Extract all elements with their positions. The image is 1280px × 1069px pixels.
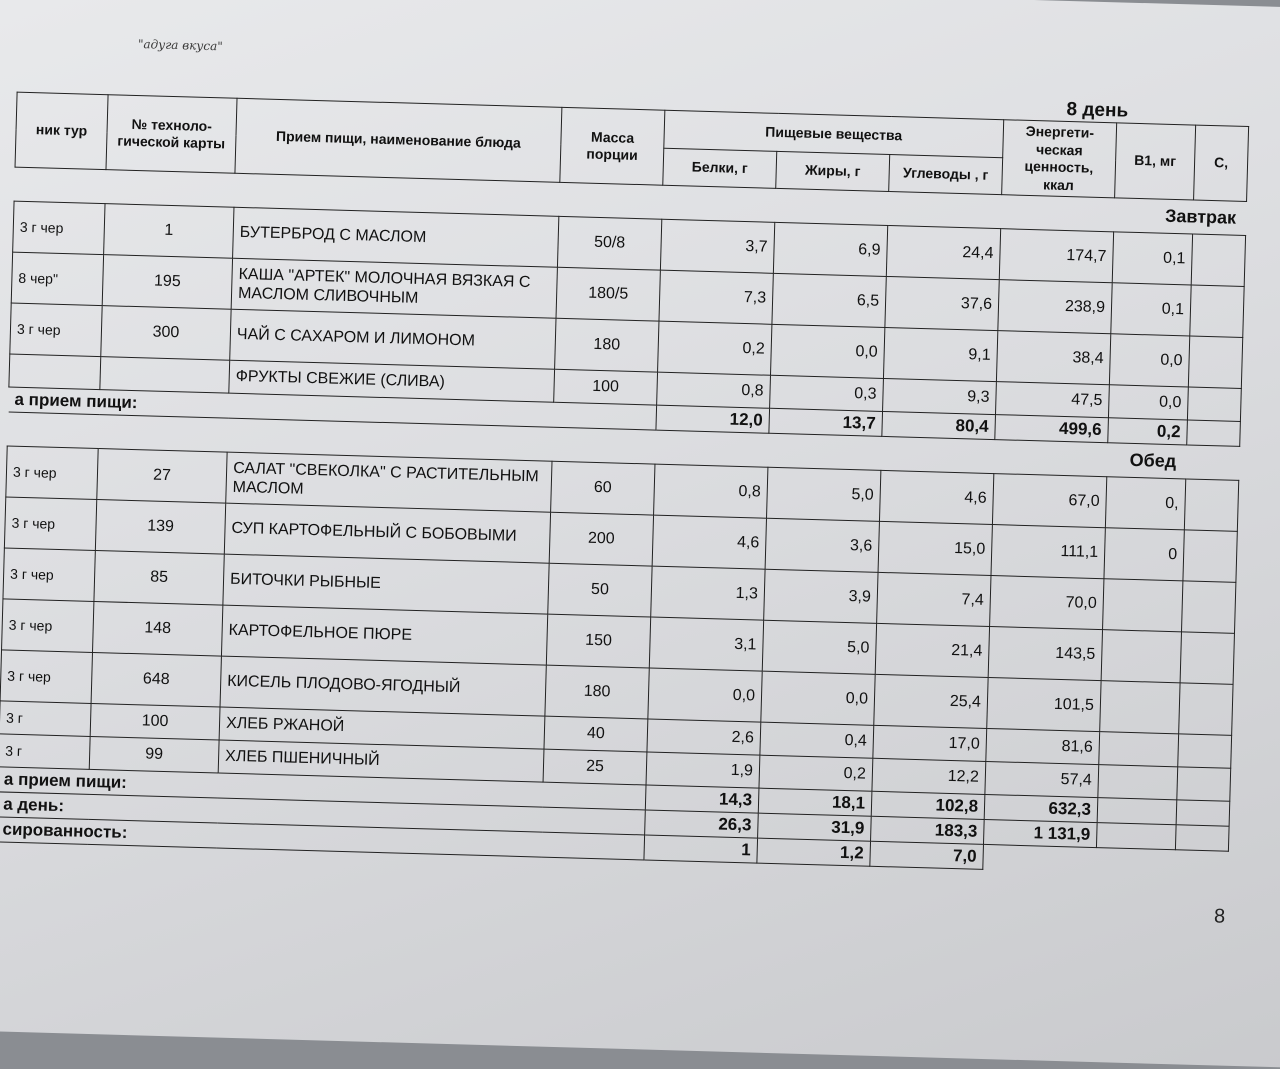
fat-total: 31,9 <box>758 813 872 841</box>
energy-total: 499,6 <box>995 415 1109 443</box>
protein-total: 14,3 <box>645 785 759 813</box>
protein-cell: 2,6 <box>647 719 761 755</box>
carbs-total: 102,8 <box>871 791 985 819</box>
carbs-cell: 9,3 <box>883 378 997 414</box>
recipe-cell: 3 г чер <box>3 548 95 602</box>
col-fat: Жиры, г <box>776 151 890 192</box>
carbs-total: 80,4 <box>882 411 996 439</box>
fat-cell: 0,4 <box>760 722 874 758</box>
protein-cell: 1,9 <box>646 752 760 788</box>
dish-cell: ХЛЕБ ПШЕНИЧНЫЙ <box>218 740 544 782</box>
col-energy: Энергети-ческая ценность, ккал <box>1002 120 1117 198</box>
fat-cell: 3,6 <box>765 518 879 572</box>
protein-ratio: 1 <box>644 835 758 863</box>
carbs-cell: 17,0 <box>873 725 987 761</box>
col-nutrients: Пищевые вещества <box>664 110 1004 157</box>
dish-cell: САЛАТ "СВЕКОЛКА" С РАСТИТЕЛЬНЫМ МАСЛОМ <box>226 452 552 512</box>
col-b1: В1, мг <box>1115 123 1196 200</box>
page-number: 8 <box>1213 905 1226 928</box>
fat-cell: 0,3 <box>770 375 884 411</box>
mass-cell: 60 <box>551 461 655 515</box>
recipe-cell: 3 г чер <box>0 650 92 704</box>
c-cell <box>1191 234 1245 286</box>
balance-label: сированность: <box>0 817 645 860</box>
b1-cell: 0,1 <box>1111 283 1191 336</box>
b1-cell <box>1099 732 1179 767</box>
c-cell <box>1178 734 1232 768</box>
mass-cell: 180 <box>545 665 649 719</box>
carbs-cell: 24,4 <box>886 226 1000 280</box>
protein-cell: 3,1 <box>649 617 763 671</box>
col-carbs: Углеводы , г <box>889 154 1003 195</box>
dish-cell: КИСЕЛЬ ПЛОДОВО-ЯГОДНЫЙ <box>220 656 546 716</box>
protein-total: 26,3 <box>645 810 759 838</box>
mass-cell: 50/8 <box>557 216 661 270</box>
protein-cell: 4,6 <box>652 515 766 569</box>
recipe-cell <box>9 354 101 390</box>
energy-cell: 238,9 <box>998 280 1112 334</box>
day-total-label: а день: <box>0 792 645 835</box>
fat-cell: 6,5 <box>772 273 886 327</box>
fat-total: 13,7 <box>769 408 883 436</box>
c-cell <box>1177 767 1231 801</box>
dish-cell: БУТЕРБРОД С МАСЛОМ <box>233 207 559 267</box>
col-tech-card: № техноло-гической карты <box>106 95 237 174</box>
recipe-cell: 3 г чер <box>13 201 105 255</box>
mass-cell: 200 <box>549 512 653 566</box>
carbs-cell: 37,6 <box>885 276 999 330</box>
energy-cell: 67,0 <box>992 474 1106 528</box>
mass-cell: 50 <box>548 563 652 617</box>
header-note: "адуга вкуса" <box>137 37 223 54</box>
energy-cell: 111,1 <box>991 525 1105 579</box>
c-cell <box>1181 581 1235 633</box>
energy-cell: 70,0 <box>990 576 1104 630</box>
dish-cell: ФРУКТЫ СВЕЖИЕ (СЛИВА) <box>229 360 555 402</box>
carbs-cell: 15,0 <box>878 521 992 575</box>
energy-cell: 47,5 <box>995 382 1109 418</box>
recipe-cell: 3 г чер <box>6 446 98 500</box>
lunch-title: Обед <box>1129 449 1177 472</box>
dish-cell: БИТОЧКИ РЫБНЫЕ <box>223 554 549 614</box>
c-cell <box>1175 825 1229 851</box>
tech-card-cell: 648 <box>91 652 221 707</box>
b1-cell: 0,1 <box>1112 232 1192 285</box>
recipe-cell: 8 чер" <box>11 252 103 306</box>
carbs-cell: 12,2 <box>872 758 986 794</box>
fat-ratio: 1,2 <box>757 838 871 866</box>
b1-cell <box>1098 765 1178 800</box>
fat-cell: 3,9 <box>764 569 878 623</box>
energy-cell: 143,5 <box>988 627 1102 681</box>
c-cell <box>1176 800 1230 826</box>
protein-cell: 7,3 <box>659 270 773 324</box>
b1-total <box>1097 798 1177 825</box>
b1-cell: 0,0 <box>1108 385 1188 420</box>
protein-cell: 1,3 <box>651 566 765 620</box>
carbs-total: 183,3 <box>871 816 985 844</box>
c-cell <box>1184 479 1238 531</box>
carbs-cell: 7,4 <box>877 572 991 626</box>
b1-cell <box>1101 630 1181 683</box>
mass-cell: 150 <box>546 614 650 668</box>
energy-cell: 57,4 <box>985 761 1099 797</box>
dish-cell: СУП КАРТОФЕЛЬНЫЙ С БОБОВЫМИ <box>224 503 550 563</box>
carbs-cell: 21,4 <box>875 623 989 677</box>
b1-cell: 0,0 <box>1109 334 1189 387</box>
dish-cell: ХЛЕБ РЖАНОЙ <box>219 707 545 749</box>
c-cell <box>1180 632 1234 684</box>
fat-cell: 5,0 <box>762 620 876 674</box>
energy-total: 1 131,9 <box>983 819 1097 847</box>
energy-cell: 101,5 <box>987 677 1101 731</box>
c-cell <box>1190 285 1244 337</box>
b1-cell: 0, <box>1105 477 1185 530</box>
tech-card-cell: 99 <box>89 736 219 773</box>
col-protein: Белки, г <box>663 148 777 189</box>
protein-cell: 3,7 <box>660 219 774 273</box>
col-mass: Масса порции <box>560 107 665 185</box>
mass-cell: 180 <box>555 318 659 372</box>
energy-cell: 81,6 <box>986 728 1100 764</box>
tech-card-cell: 195 <box>102 255 232 310</box>
carbs-ratio: 7,0 <box>870 841 984 869</box>
energy-cell: 38,4 <box>996 331 1110 385</box>
c-cell <box>1187 387 1241 421</box>
total-label: а прием пищи: <box>0 767 646 810</box>
fat-cell: 5,0 <box>767 467 881 521</box>
fat-cell: 0,0 <box>761 671 875 725</box>
tech-card-cell: 139 <box>95 500 225 555</box>
c-cell <box>1183 530 1237 582</box>
c-cell <box>1188 336 1242 388</box>
tech-card-cell: 1 <box>104 204 234 259</box>
b1-cell <box>1100 681 1180 734</box>
carbs-cell: 4,6 <box>879 470 993 524</box>
protein-cell: 0,2 <box>658 321 772 375</box>
breakfast-title: Завтрак <box>1164 205 1237 228</box>
mass-cell: 100 <box>554 369 658 405</box>
fat-cell: 6,9 <box>773 222 887 276</box>
col-c: С, <box>1194 125 1249 201</box>
dish-cell: КАРТОФЕЛЬНОЕ ПЮРЕ <box>221 605 547 665</box>
b1-total: 0,2 <box>1108 418 1188 445</box>
protein-total: 12,0 <box>656 405 770 433</box>
recipe-cell: 3 г чер <box>4 497 96 551</box>
tech-card-cell: 27 <box>97 449 227 504</box>
protein-cell: 0,8 <box>657 372 771 408</box>
recipe-cell: 3 г <box>0 701 91 737</box>
col-recipe: ник тур <box>15 92 108 170</box>
energy-cell: 174,7 <box>999 229 1113 283</box>
menu-table <box>0 92 1249 877</box>
header-row <box>16 92 1249 164</box>
protein-cell: 0,0 <box>648 668 762 722</box>
protein-cell: 0,8 <box>654 464 768 518</box>
fat-cell: 0,2 <box>759 755 873 791</box>
carbs-cell: 25,4 <box>874 674 988 728</box>
b1-total <box>1096 823 1176 850</box>
b1-cell <box>1103 579 1183 632</box>
tech-card-cell: 300 <box>101 306 231 361</box>
b1-cell: 0 <box>1104 528 1184 581</box>
carbs-cell: 9,1 <box>883 327 997 381</box>
mass-cell: 25 <box>543 749 647 785</box>
dish-cell: КАША "АРТЕК" МОЛОЧНАЯ ВЯЗКАЯ С МАСЛОМ СЛИВОЧНЫМ <box>231 258 557 318</box>
recipe-cell: 3 г чер <box>2 599 94 653</box>
tech-card-cell <box>100 357 230 394</box>
mass-cell: 180/5 <box>556 267 660 321</box>
c-cell <box>1187 420 1241 446</box>
c-cell <box>1179 683 1233 735</box>
tech-card-cell: 148 <box>92 601 222 656</box>
tech-card-cell: 100 <box>90 703 220 740</box>
fat-cell: 0,0 <box>770 324 884 378</box>
energy-total: 632,3 <box>984 794 1098 822</box>
fat-total: 18,1 <box>758 788 872 816</box>
recipe-cell: 3 г чер <box>10 303 102 357</box>
day-title: 8 день <box>1066 98 1129 122</box>
recipe-cell: 3 г <box>0 734 90 770</box>
tech-card-cell: 85 <box>94 551 224 606</box>
dish-cell: ЧАЙ С САХАРОМ И ЛИМОНОМ <box>230 309 556 369</box>
mass-cell: 40 <box>544 716 648 752</box>
col-dish: Прием пищи, наименование блюда <box>235 98 562 182</box>
total-label: а прием пищи: <box>8 387 656 430</box>
